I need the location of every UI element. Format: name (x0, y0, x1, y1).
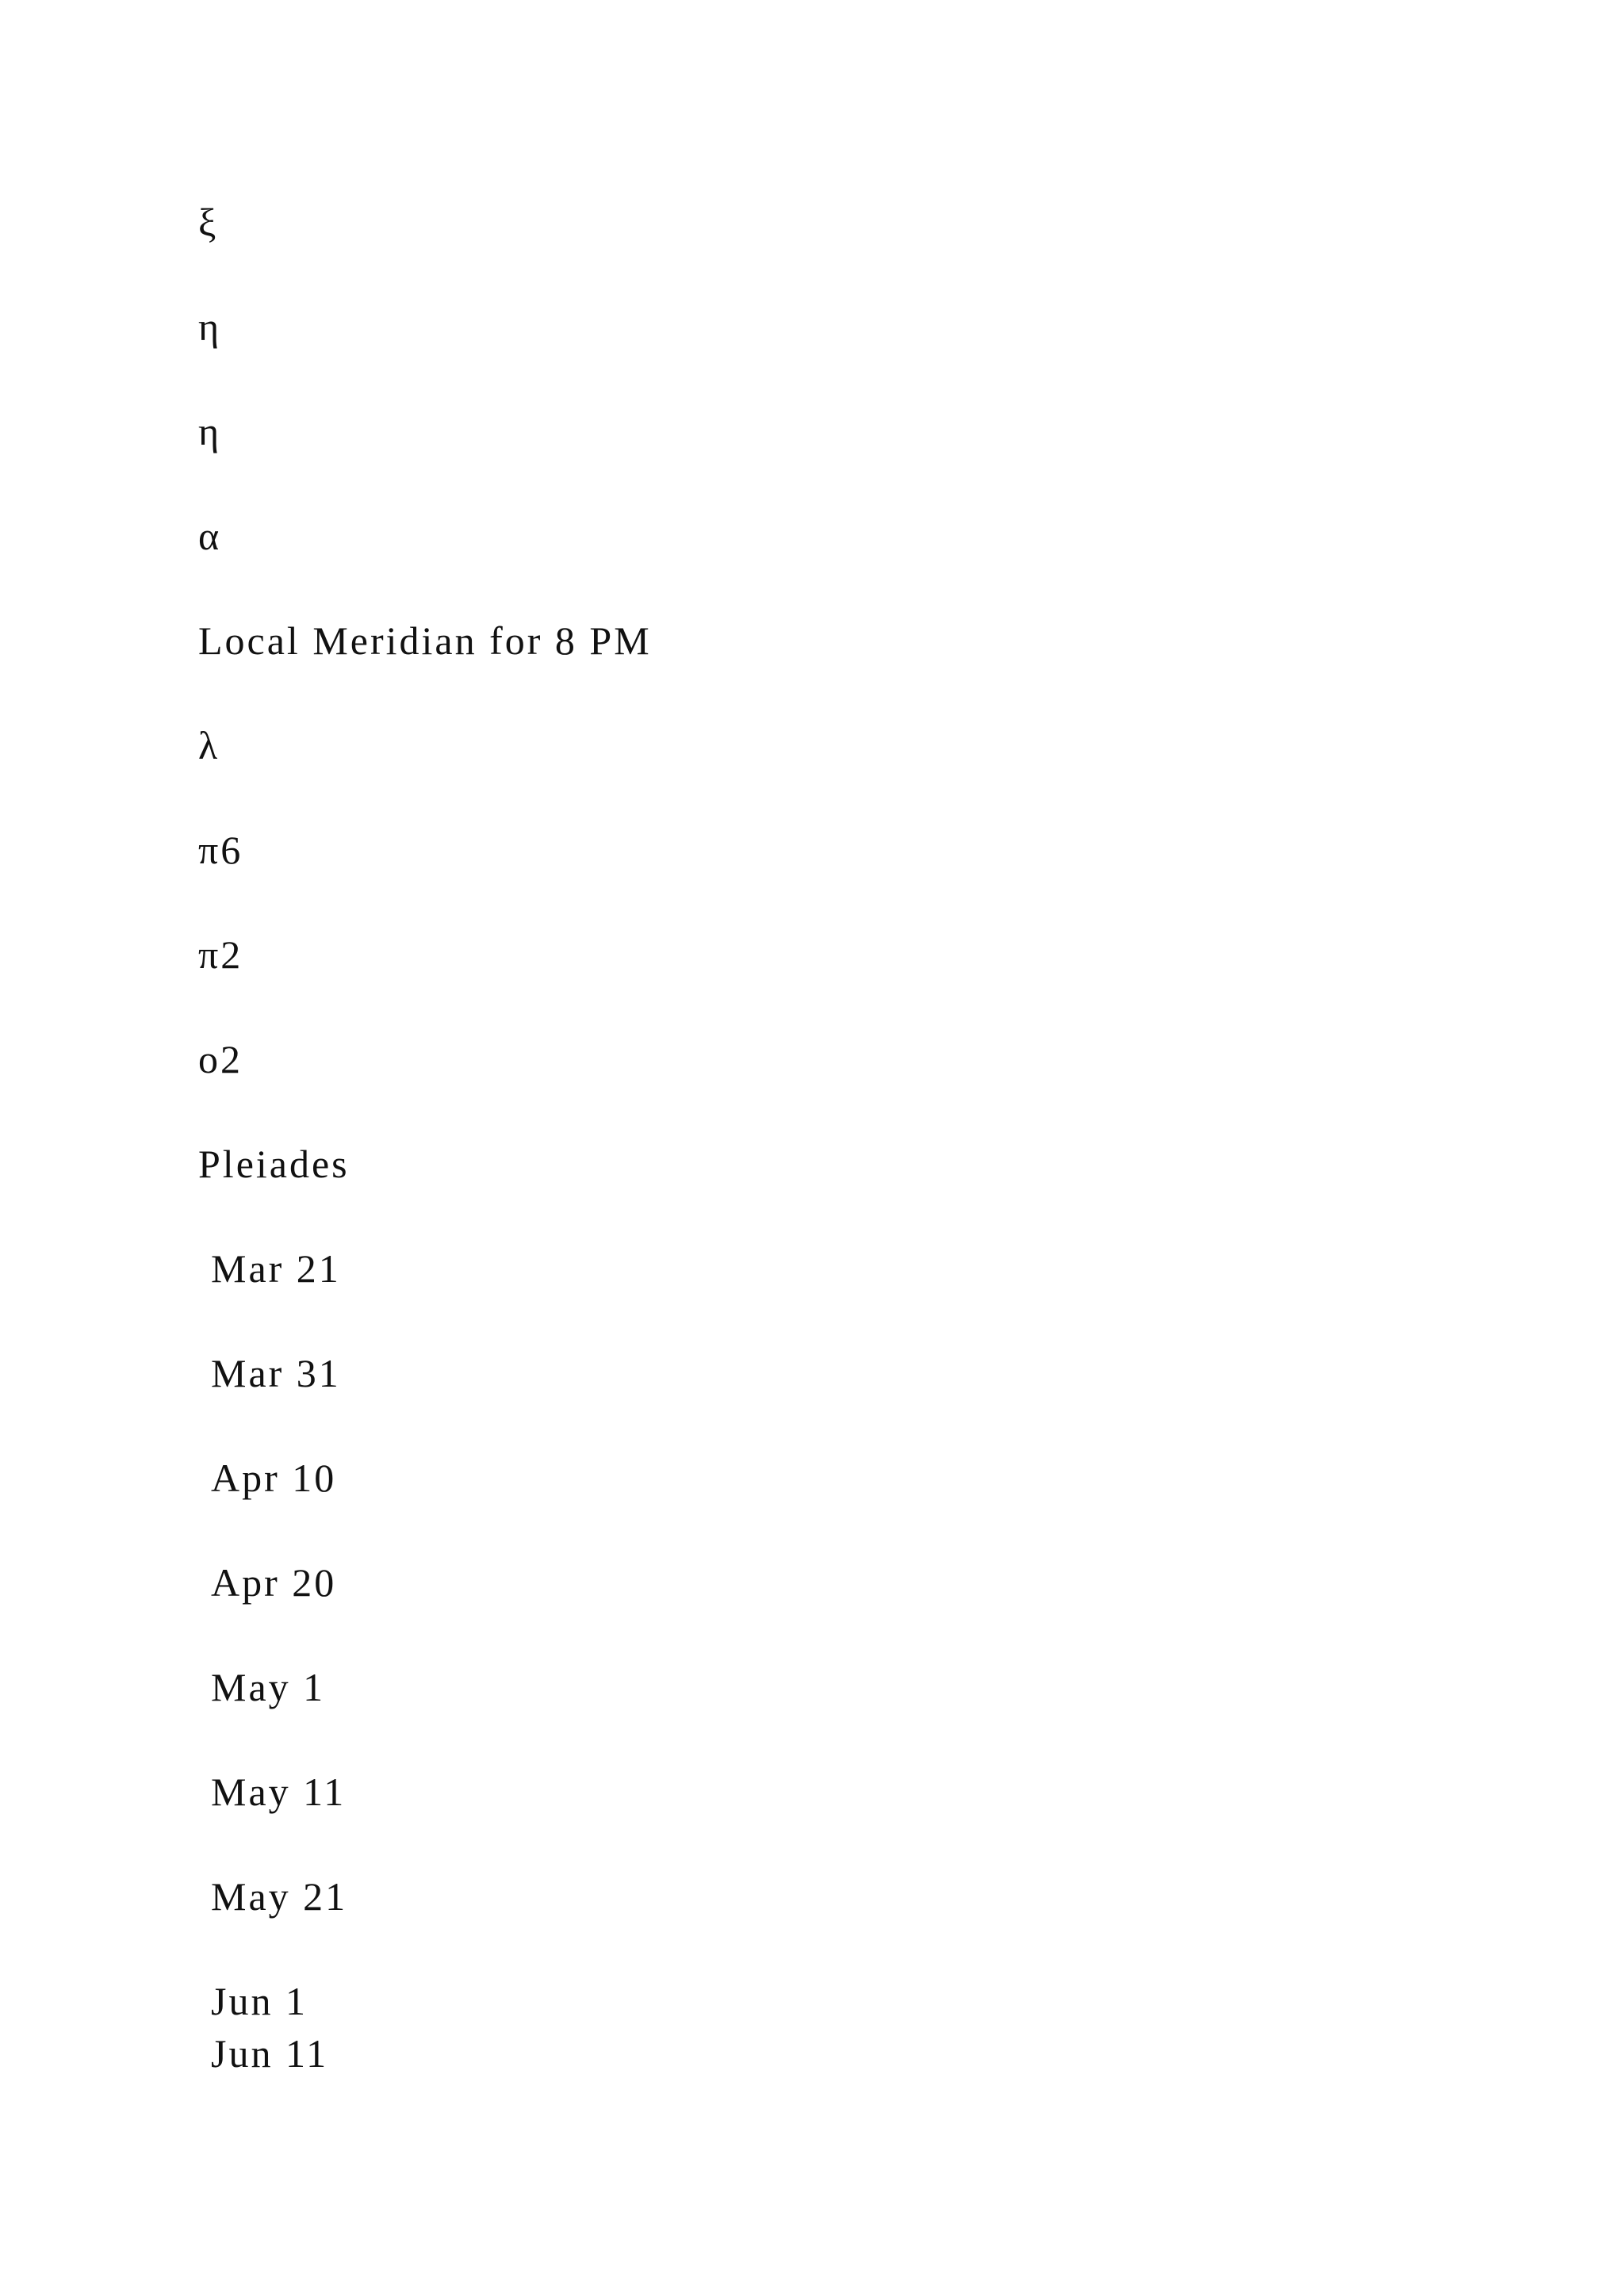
date-label: Jun 11 (211, 2031, 329, 2076)
date-label: May 11 (211, 1770, 347, 1814)
date-label: Apr 10 (211, 1456, 337, 1500)
star-label-pi6: π6 (198, 828, 243, 872)
star-label-eta: η (198, 409, 222, 453)
date-label: Apr 20 (211, 1560, 337, 1605)
date-label: Jun 1 (211, 1979, 308, 2023)
star-label-xi: ξ (198, 200, 219, 244)
star-label-alpha: α (198, 514, 222, 558)
star-label-lambda: λ (198, 723, 220, 767)
star-label-o2: o2 (198, 1037, 243, 1081)
star-label-pi2: π2 (198, 932, 243, 977)
star-label-eta: η (198, 304, 222, 349)
date-label: May 1 (211, 1665, 326, 1709)
date-label: Mar 31 (211, 1351, 341, 1395)
date-label: Mar 21 (211, 1246, 341, 1291)
date-label: May 21 (211, 1874, 348, 1919)
meridian-label: Local Meridian for 8 PM (198, 618, 652, 663)
cluster-label-pleiades: Pleiades (198, 1142, 350, 1186)
